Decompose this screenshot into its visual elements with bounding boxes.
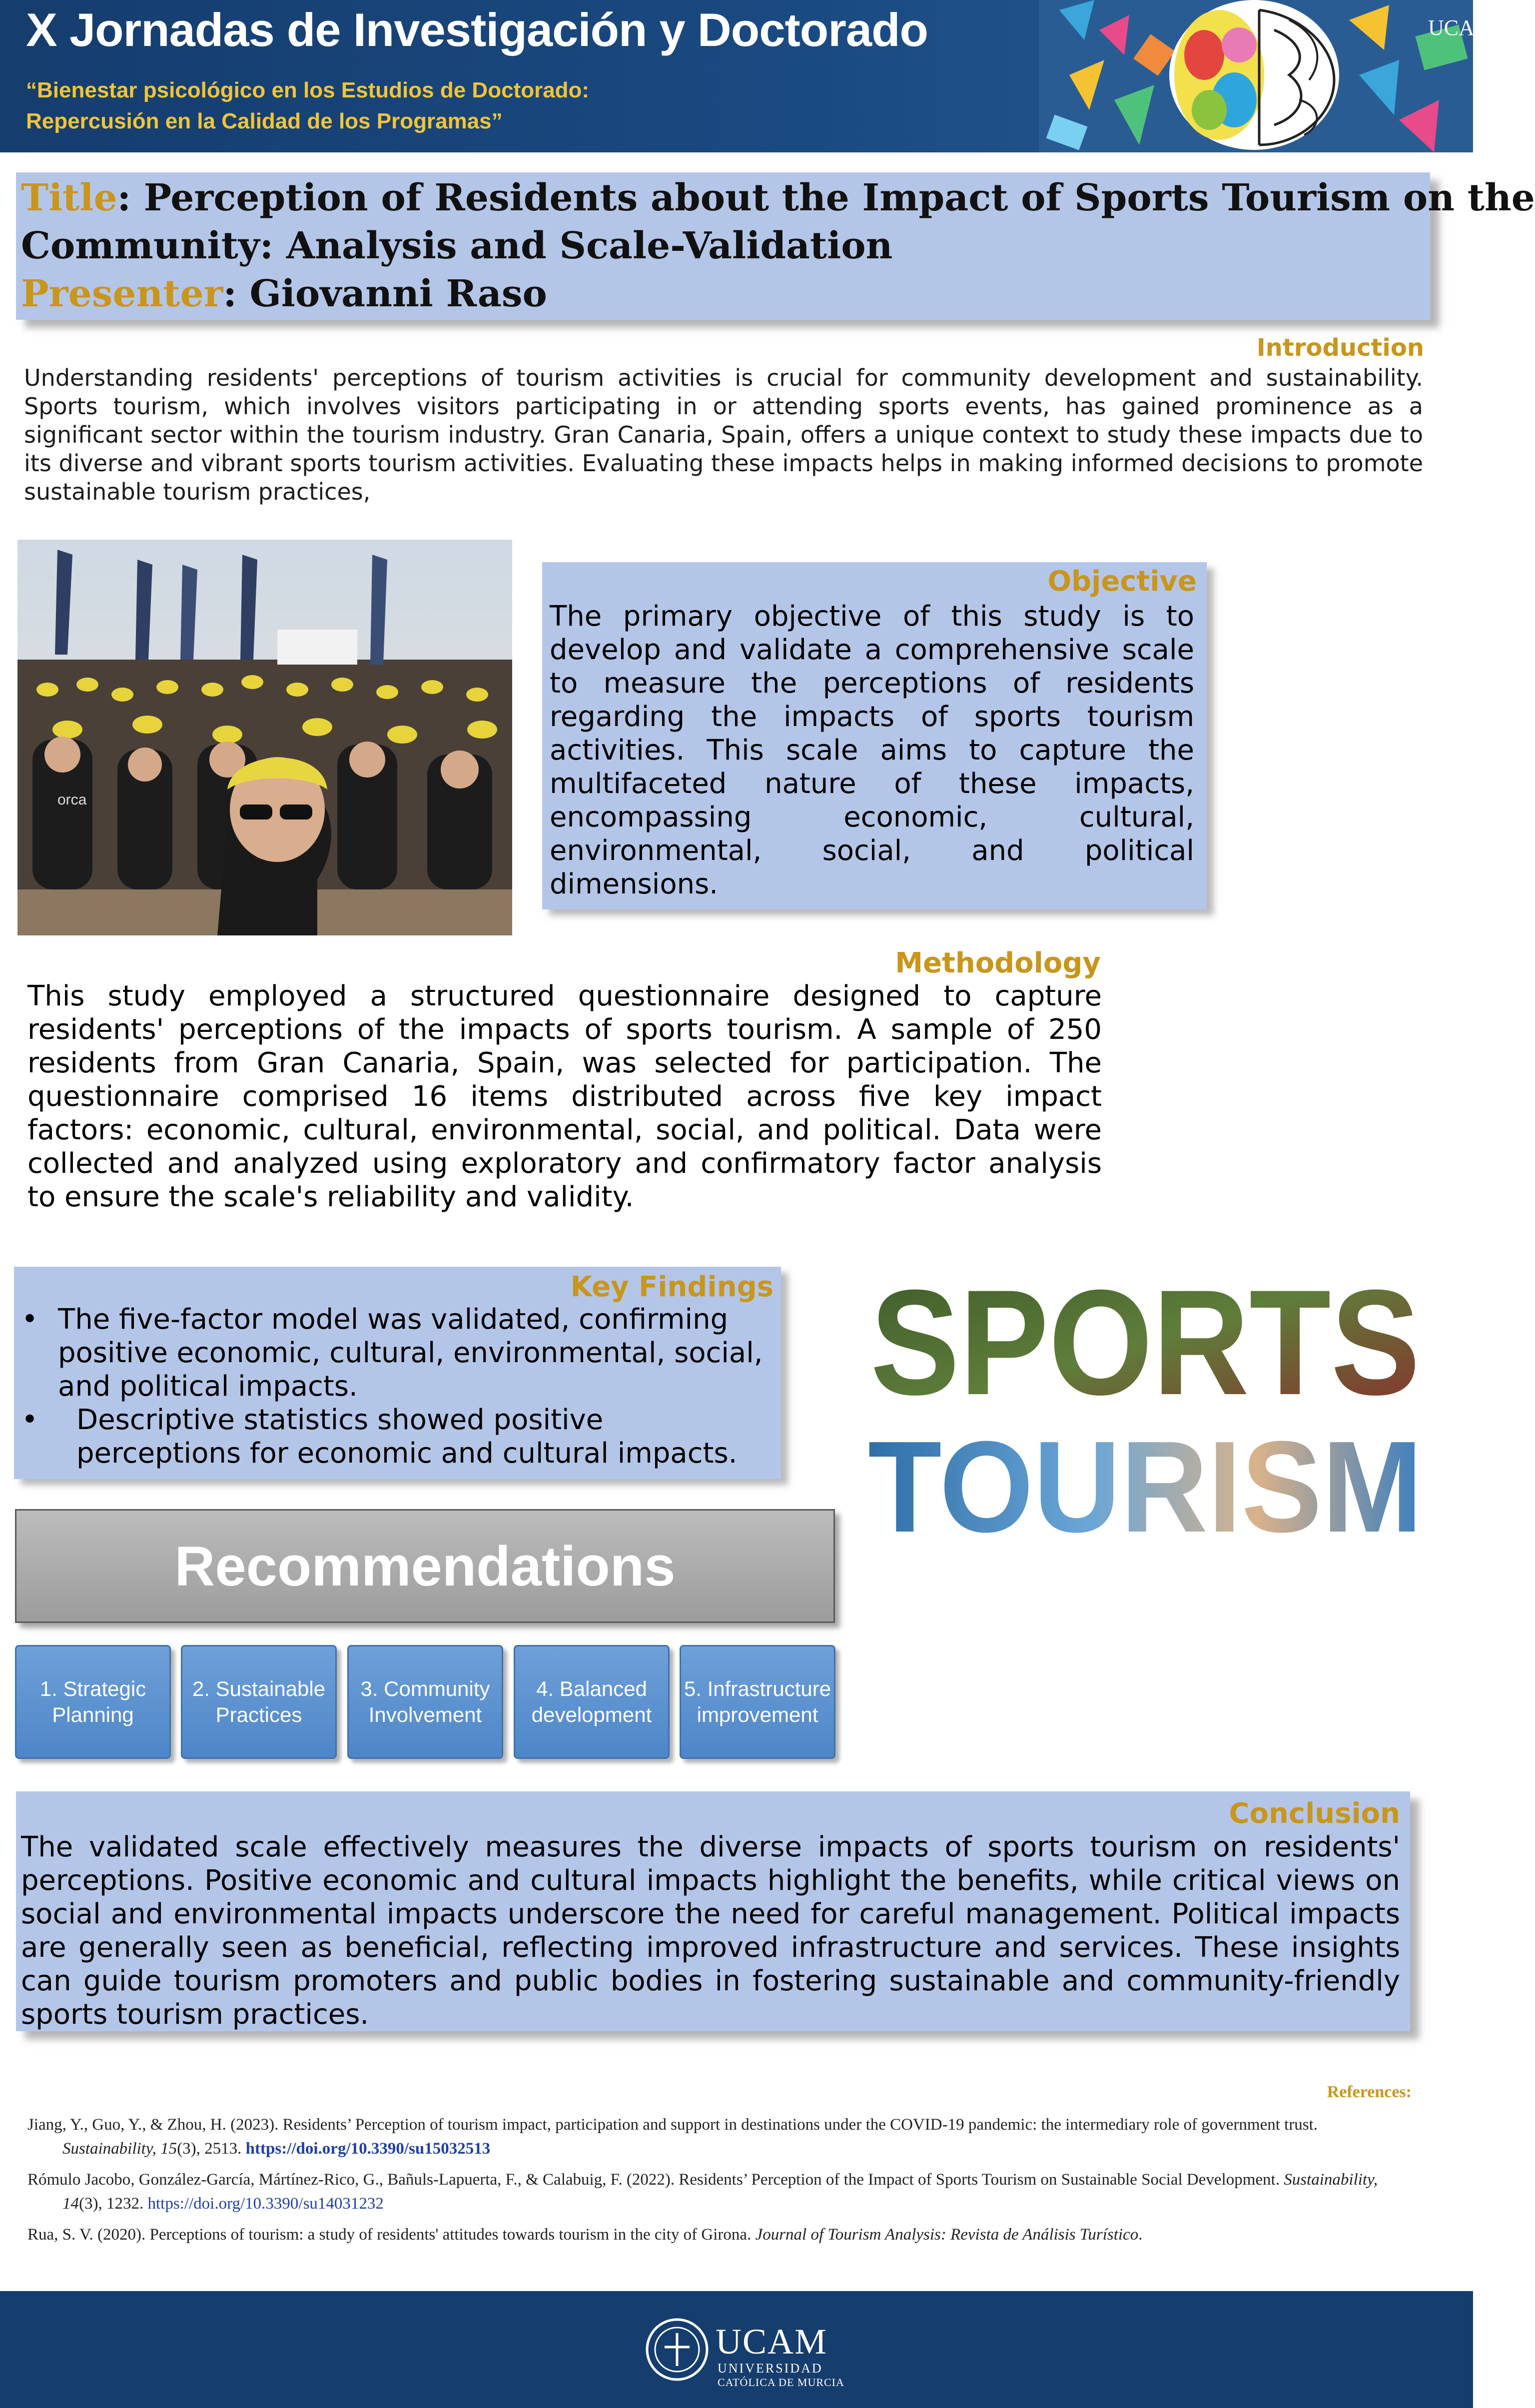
- footer-banner: [0, 2291, 1473, 2408]
- title-line-1: [21, 176, 1535, 219]
- title-label: Title: [21, 176, 117, 219]
- key-finding-text: Descriptive statistics showed positive perceptions for economic and cultural impacts.: [76, 1404, 738, 1470]
- methodology-text: This study employed a structured questionnaire designed to capture residents' perceptions of the impacts of sports tourism. A sample of 250 residents from Gran Canaria, Spain, was selected for participation. The questionnaire comprised 16 items distributed across five key impact factors: economic, cultural, environmental, social, and political. Data were collected and analyzed using exploratory and confirmatory factor analysis to ensure the scale's reliability and validity.: [27, 980, 1102, 1213]
- wetsuit-brand-text: orca: [57, 792, 87, 808]
- reference-item: [27, 2113, 1412, 2161]
- footer-line-1: UNIVERSIDAD: [718, 2361, 823, 2376]
- conclusion-text: The validated scale effectively measures the diverse impacts of sports tourism on residents' perceptions. Positive economic and cultural impacts highlight the benefits, while critical views on social and environmental impacts underscore the need for careful management. Political impacts are generally seen as beneficial, reflecting improved infrastructure and services. These insights can guide tourism promoters and public bodies in fostering sustainable and community-friendly sports tourism practices.: [21, 1831, 1400, 2031]
- reference-item: [27, 2168, 1412, 2216]
- key-finding-text: The five-factor model was validated, confirming positive economic, cultural, environmental, social, and political impacts.: [58, 1303, 763, 1403]
- reference-doi-link[interactable]: https://doi.org/10.3390/su14031232: [147, 2195, 384, 2213]
- key-finding-item: • Descriptive statistics showed positive perceptions for economic and cultural impacts.: [21, 1404, 738, 1470]
- sports-tourism-graphic: [867, 1258, 1424, 1560]
- footer-line-2: CATÓLICA DE MURCIA: [718, 2376, 844, 2389]
- key-findings-list: [14, 1303, 773, 1470]
- title-text-1: : Perception of Residents about the Impact of Sports Tourism on the: [117, 176, 1535, 219]
- objective-heading: Objective: [1047, 565, 1197, 598]
- reference-doi-link[interactable]: https://doi.org/10.3390/su15032513: [245, 2140, 491, 2158]
- conclusion-box: [16, 1791, 1410, 2031]
- key-findings-heading: Key Findings: [570, 1271, 773, 1303]
- presenter-line: [21, 272, 547, 315]
- introduction-heading: Introduction: [1256, 334, 1424, 362]
- reference-text: Rua, S. V. (2020). Perceptions of tourism: a study of residents' attitudes towards tourism in the city of Girona.: [27, 2226, 756, 2244]
- recommendations-heading: Recommendations: [174, 1535, 676, 1598]
- title-line-2: Community: Analysis and Scale-Validation: [21, 224, 893, 267]
- presenter-label: Presenter: [21, 272, 223, 315]
- objective-box: [542, 562, 1207, 909]
- event-subtitle: [26, 75, 589, 137]
- university-seal-icon: [645, 2312, 710, 2387]
- key-finding-item: • The five-factor model was validated, confirming positive economic, cultural, environmental, social, and political impacts.: [21, 1303, 763, 1403]
- presenter-name: : Giovanni Raso: [223, 272, 547, 315]
- recommendations-header: [15, 1509, 835, 1623]
- reference-journal: Sustainability, 14: [62, 2171, 1378, 2213]
- header-ucam-logo: UCAM: [1428, 15, 1495, 40]
- recommendation-community-involvement: 3. Community Involvement: [347, 1645, 503, 1759]
- reference-item: [27, 2223, 1412, 2247]
- references-heading: References:: [1327, 2083, 1412, 2101]
- reference-journal: Sustainability, 15: [62, 2140, 177, 2158]
- reference-tail: (3), 1232.: [79, 2195, 148, 2213]
- reference-tail: (3), 2513.: [177, 2140, 246, 2158]
- footer-brand: UCAM: [716, 2322, 828, 2362]
- reference-tail: .: [1138, 2226, 1143, 2244]
- objective-text: The primary objective of this study is to develop and validate a comprehensive scale to measure the perceptions of residents regarding the impacts of sports tourism activities. This scale aims to capture the multifaceted nature of these impacts, encompassing economic, cultural, environmental, social, and political dimensions.: [550, 600, 1194, 900]
- reference-text: Jiang, Y., Guo, Y., & Zhou, H. (2023). Residents’ Perception of tourism impact, participation and support in destinations under the COVID-19 pandemic: the intermediary role of government trust.: [27, 2116, 1318, 2134]
- conclusion-heading: Conclusion: [1229, 1797, 1400, 1830]
- references-list: [27, 2113, 1412, 2247]
- colorful-brain-illustration: [1039, 0, 1473, 152]
- key-findings-box: [14, 1267, 781, 1479]
- reference-text: Rómulo Jacobo, González-García, Mártínez-Rico, G., Bañuls-Lapuerta, F., & Calabuig, F. (2022). Residents’ Perception of the Impact of Sports Tourism on Sustainable Social Development.: [27, 2171, 1284, 2189]
- methodology-heading: Methodology: [895, 947, 1101, 979]
- title-box: [16, 172, 1535, 320]
- header-banner: [0, 0, 1495, 152]
- recommendation-infrastructure-improvement: 5. Infrastructure improvement: [680, 1645, 835, 1759]
- tourism-word: TOURISM: [868, 1415, 1423, 1560]
- sports-word: SPORTS: [870, 1258, 1420, 1426]
- subtitle-line-1: “Bienestar psicológico en los Estudios de Doctorado:: [26, 78, 590, 102]
- recommendation-balanced-development: 4. Balanced development: [514, 1645, 670, 1759]
- recommendation-strategic-planning: 1. Strategic Planning: [15, 1645, 171, 1759]
- recommendation-sustainable-practices: 2. Sustainable Practices: [181, 1645, 337, 1759]
- event-title: X Jornadas de Investigación y Doctorado: [26, 3, 928, 56]
- reference-journal: Journal of Tourism Analysis: Revista de Análisis Turístico: [755, 2226, 1139, 2244]
- triathlon-swimmers-photo: [17, 540, 512, 935]
- introduction-text: Understanding residents' perceptions of tourism activities is crucial for community development and sustainability. Sports tourism, which involves visitors participating in or attending sports events, has gained prominence as a significant sector within the tourism industry. Gran Canaria, Spain, offers a unique context to study these impacts due to its diverse and vibrant sports tourism activities. Evaluating these impacts helps in making informed decisions to promote sustainable tourism practices,: [24, 364, 1423, 505]
- subtitle-line-2: Repercusión en la Calidad de los Programas”: [26, 109, 503, 133]
